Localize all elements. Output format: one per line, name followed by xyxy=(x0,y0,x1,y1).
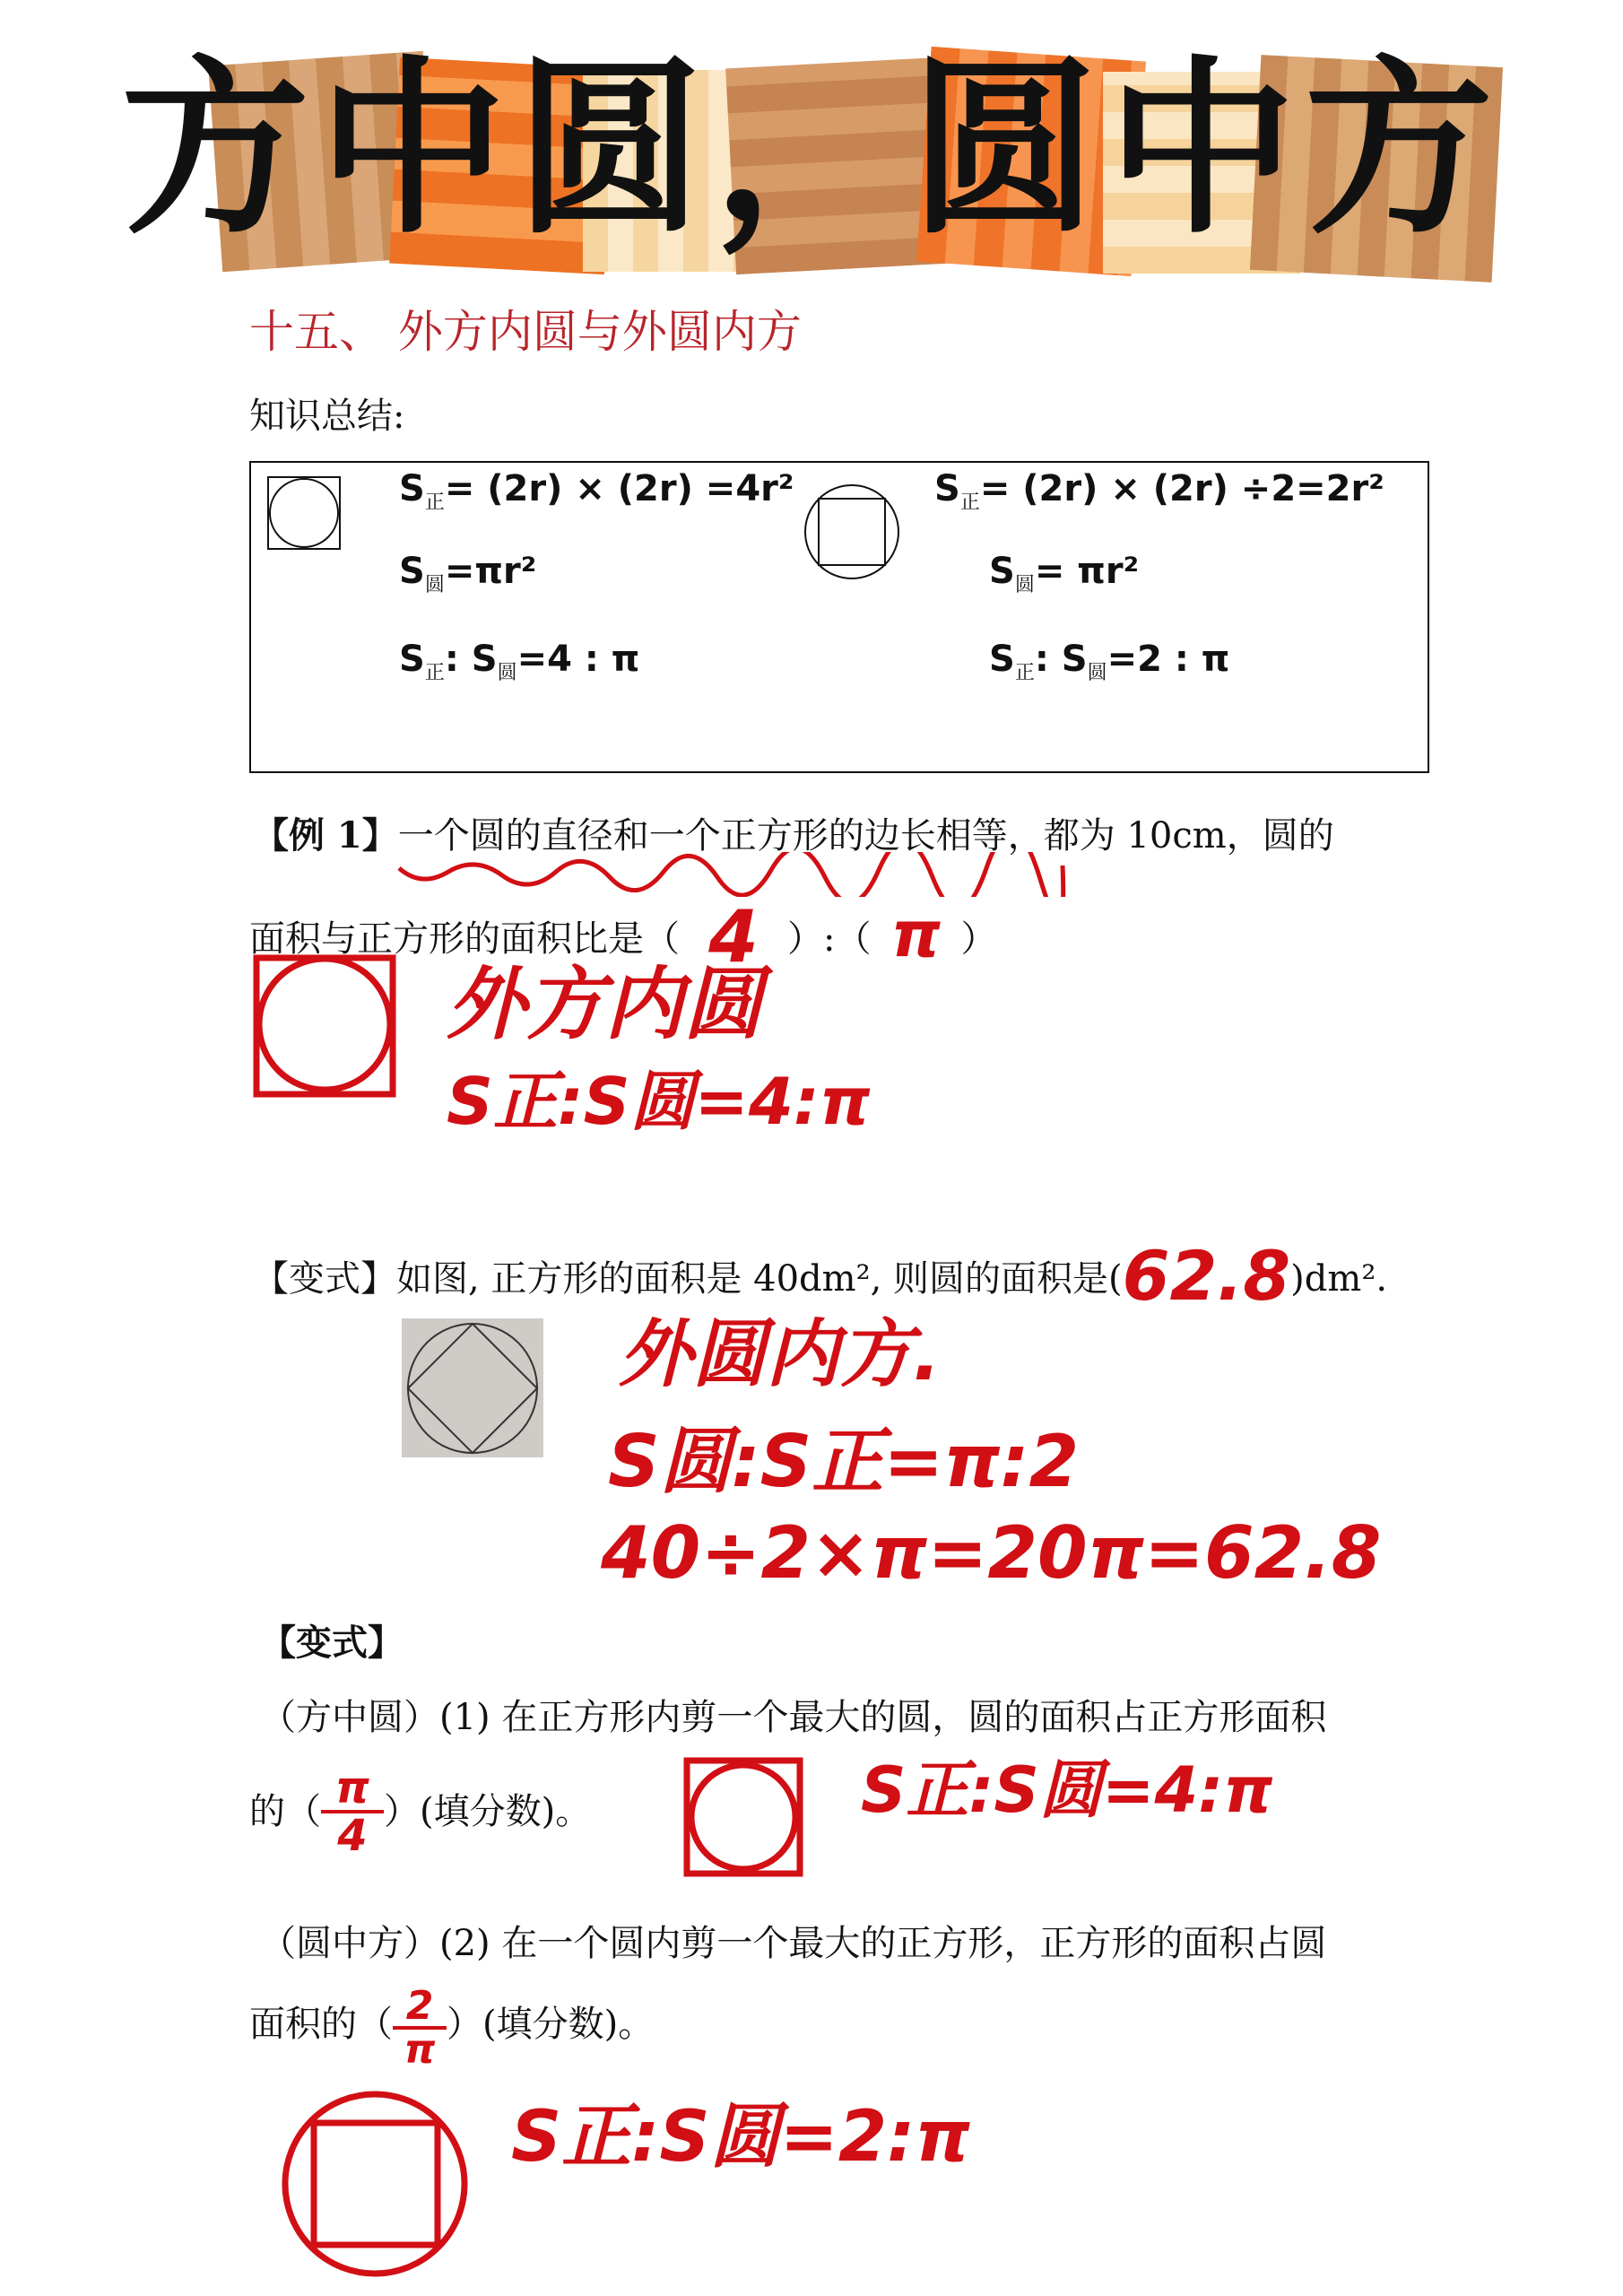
formula-right-1: $S_正= (2r) \times (2r) \div 2=2r^2$ xyxy=(934,468,1384,514)
note-q2-ratio: S正:S圆=2:π xyxy=(511,2097,971,2178)
answer-pi-over-4: $\frac{\pi}{4}$ xyxy=(321,1767,384,1858)
square-circle-sketch xyxy=(251,951,404,1103)
answer-62-8: 62.8 xyxy=(1122,1236,1291,1316)
note-ratio-4-pi: S正:S圆=4:π xyxy=(447,1064,871,1139)
formula-left-1: $S_正= (2r) \times (2r) =4r^2$ xyxy=(399,468,794,514)
formula-right-3: $S_正$: $S_圆=2$ : π xyxy=(989,639,1230,684)
variant2-tag: 【变式】 xyxy=(260,1622,404,1664)
variant2-q2-line2: 面积的（ $\frac{2}{\pi}$ ）(填分数)。 xyxy=(249,1983,655,2073)
section-title: 十五、 外方内圆与外圆内方 xyxy=(249,306,802,358)
figure-photo xyxy=(402,1318,543,1457)
square-with-circle-icon xyxy=(265,474,345,554)
example1-line2: 面积与正方形的面积比是（ 4 ）:（ π ） xyxy=(249,895,997,978)
page-title: 方中圆，圆中方 xyxy=(120,39,1502,259)
variant2-q2-line1: （圆中方）(2) 在一个圆内剪一个最大的正方形，正方形的面积占圆 xyxy=(260,1923,1327,1964)
circle-with-square-icon xyxy=(801,481,903,583)
note-outer-circle: 外圆内方. xyxy=(619,1312,942,1397)
wavy-underline xyxy=(395,852,1076,897)
formula-left-3: $S_正$: $S_圆=4$ : π xyxy=(399,639,640,684)
answer-2-over-pi: $\frac{2}{\pi}$ xyxy=(393,1987,447,2071)
answer-pi: π xyxy=(890,898,942,971)
circle-square-sketch xyxy=(278,2085,475,2283)
knowledge-label: 知识总结: xyxy=(249,396,405,437)
variant2-q1-line2: 的（ $\frac{\pi}{4}$ ）(填分数)。 xyxy=(249,1763,592,1861)
variant1-question: 【变式】如图, 正方形的面积是 40dm², 则圆的面积是(62.8)dm². xyxy=(253,1236,1388,1316)
square-circle-sketch-2 xyxy=(681,1756,807,1882)
note-calculation: 40÷2×π=20π=62.8 xyxy=(601,1511,1382,1595)
circle-diamond-figure xyxy=(402,1318,543,1457)
note-outer-square: 外方内圆 xyxy=(447,958,763,1050)
note-ratio-pi-2: S圆:S正=π:2 xyxy=(608,1420,1080,1503)
example1-line1: 【例 1】一个圆的直径和一个正方形的边长相等，都为 10cm，圆的 xyxy=(253,814,1334,857)
variant2-q1-line1: （方中圆）(1) 在正方形内剪一个最大的圆，圆的面积占正方形面积 xyxy=(260,1697,1327,1738)
note-q1-ratio: S正:S圆=4:π xyxy=(861,1753,1273,1827)
formula-right-2: $S_圆= \pi r^2$ xyxy=(989,551,1140,596)
formula-left-2: $S_圆=\pi r^2$ xyxy=(399,551,537,596)
answer-4: 4 xyxy=(708,895,759,978)
